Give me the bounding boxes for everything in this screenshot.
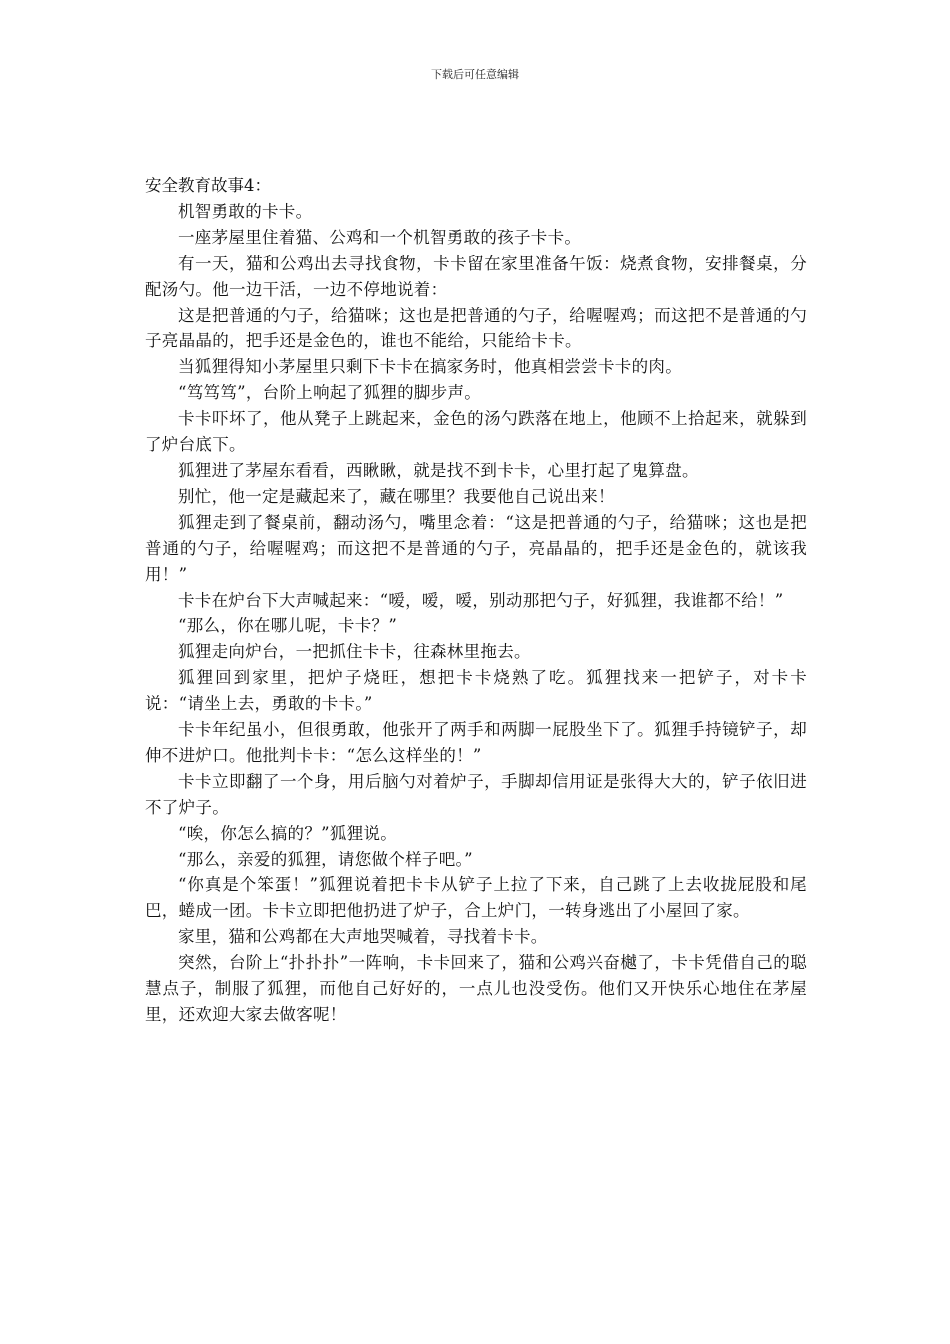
- paragraph: 这是把普通的勺子，给猫咪；这也是把普通的勺子，给喔喔鸡；而这把不是普通的勺子亮晶晶的，把手还是金色的，谁也不能给，只能给卡卡。: [145, 305, 807, 351]
- document-body: [145, 173, 807, 1028]
- paragraph: 狐狸走到了餐桌前，翻动汤勺，嘴里念着：“这是把普通的勺子，给猫咪；这也是把普通的勺子，给喔喔鸡；而这把不是普通的勺子，亮晶晶的，把手还是金色的，就该我用！”: [145, 512, 807, 584]
- paragraph: 卡卡在炉台下大声喊起来：“嗳，嗳，嗳，别动那把勺子，好狐狸，我谁都不给！”: [178, 590, 784, 610]
- paragraph: 卡卡立即翻了一个身，用后脑勺对着炉子，手脚却信用证是张得大大的，铲子依旧进不了炉子。: [145, 771, 807, 817]
- paragraph: 狐狸进了茅屋东看看，西瞅瞅，就是找不到卡卡，心里打起了鬼算盘。: [178, 460, 699, 480]
- paragraph: 卡卡吓坏了，他从凳子上跳起来，金色的汤勺跌落在地上，他顾不上拾起来，就躲到了炉台底下。: [145, 409, 807, 455]
- paragraph: 有一天，猫和公鸡出去寻找食物，卡卡留在家里准备午饭：烧煮食物，安排餐桌，分配汤勺。他一边干活，一边不停地说着：: [145, 253, 807, 299]
- story-title: 安全教育故事4：: [145, 176, 271, 195]
- paragraph: “唉，你怎么搞的？”狐狸说。: [178, 823, 398, 843]
- paragraph: 一座茅屋里住着猫、公鸡和一个机智勇敢的孩子卡卡。: [178, 227, 582, 247]
- paragraph: 狐狸回到家里，把炉子烧旺，想把卡卡烧熟了吃。狐狸找来一把铲子，对卡卡说：“请坐上去，勇敢的卡卡。”: [145, 668, 807, 714]
- paragraph: 突然，台阶上“扑扑扑”一阵响，卡卡回来了，猫和公鸡兴奋樾了，卡卡凭借自己的聪慧点子，制服了狐狸，而他自己好好的，一点儿也没受伤。他们又开快乐心地住在茅屋里，还欢迎大家去做客呢！: [145, 953, 807, 1024]
- paragraph: 狐狸走向炉台，一把抓住卡卡，往森林里拖去。: [178, 642, 531, 662]
- paragraph: 当狐狸得知小茅屋里只剩下卡卡在搞家务时，他真相尝尝卡卡的肉。: [178, 357, 682, 377]
- paragraph: 别忙，他一定是藏起来了，藏在哪里？我要他自己说出来！: [178, 486, 615, 506]
- paragraph: 家里，猫和公鸡都在大声地哭喊着，寻找着卡卡。: [178, 927, 548, 947]
- paragraph: 卡卡年纪虽小，但很勇敢，他张开了两手和两脚一屁股坐下了。狐狸手持镜铲子，却伸不进炉口。他批判卡卡：“怎么这样坐的！”: [145, 720, 807, 765]
- paragraph: “笃笃笃”，台阶上响起了狐狸的脚步声。: [178, 383, 482, 403]
- page-header: 下载后可任意编辑: [431, 68, 519, 81]
- paragraph: “那么，你在哪儿呢，卡卡？”: [178, 616, 398, 636]
- paragraph: “那么，亲爱的狐狸，请您做个样子吧。”: [178, 849, 473, 869]
- paragraph: 机智勇敢的卡卡。: [178, 201, 313, 221]
- paragraph: “你真是个笨蛋！”狐狸说着把卡卡从铲子上拉了下来，自己跳了上去收拢屁股和尾巴，蜷成一团。卡卡立即把他扔进了炉子，合上炉门，一转身逃出了小屋回了家。: [145, 875, 807, 921]
